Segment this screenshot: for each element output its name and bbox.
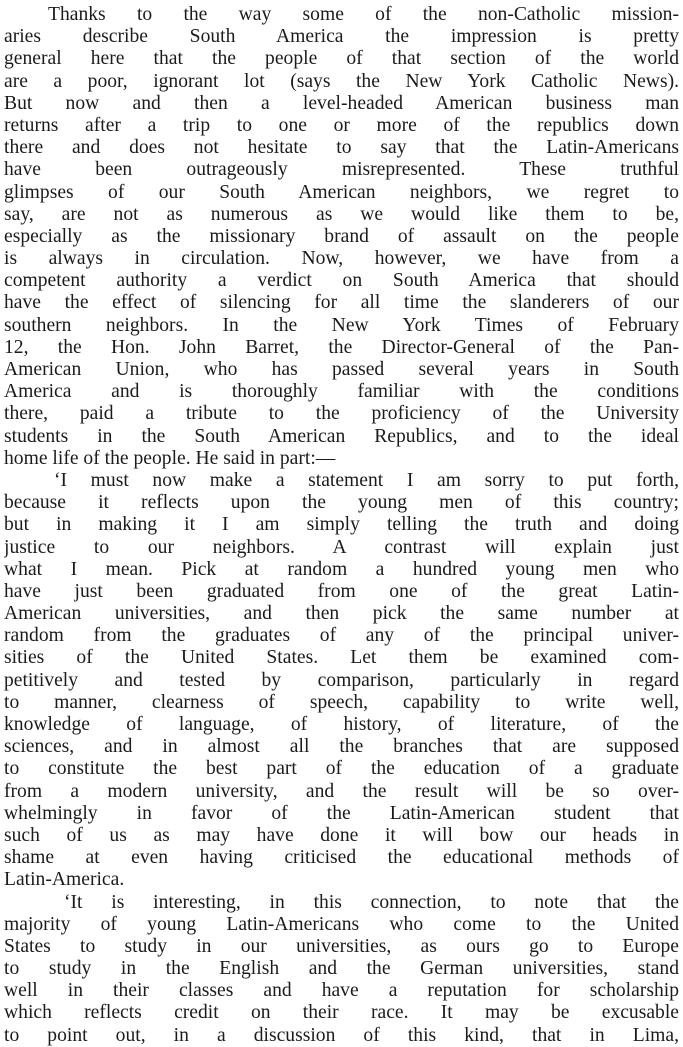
text-line: but in making it I am simply telling the truth and doing xyxy=(4,514,679,536)
text-line: petitively and tested by comparison, particularly in regard xyxy=(4,669,679,691)
text-line: there and does not hesitate to say that the Latin-Americans xyxy=(4,137,679,159)
text-line: sciences, and in almost all the branches that are supposed xyxy=(4,736,679,758)
text-line: justice to our neighbors. A contrast will explain just xyxy=(4,536,679,558)
newspaper-article xyxy=(4,4,679,1047)
text-line: there, paid a tribute to the proficiency of the University xyxy=(4,403,679,425)
text-line: returns after a trip to one or more of the republics down xyxy=(4,114,679,136)
text-line: But now and then a level-headed American business man xyxy=(4,92,679,114)
paragraph-intro xyxy=(4,4,679,470)
text-line: ‘I must now make a statement I am sorry to put forth, xyxy=(54,469,679,491)
text-line: well in their classes and have a reputation for scholarship xyxy=(4,980,679,1002)
text-line: southern neighbors. In the New York Times of February xyxy=(4,314,679,336)
text-line: from a modern university, and the result will be so over- xyxy=(4,780,679,802)
text-line: such of us as may have done it will bow our heads in xyxy=(4,824,679,846)
text-line: is always in circulation. Now, however, we have from a xyxy=(4,248,679,270)
text-line: are a poor, ignorant lot (says the New York Catholic News). xyxy=(4,70,679,92)
text-line: ‘It is interesting, in this connection, to note that the xyxy=(64,891,679,913)
text-line: Thanks to the way some of the non-Catholic mission- xyxy=(48,4,679,25)
text-line: to manner, clearness of speech, capability to write well, xyxy=(4,691,679,713)
text-line: have been outrageously misrepresented. These truthful xyxy=(4,159,679,181)
text-line: have the effect of silencing for all time the slanderers of our xyxy=(4,292,679,314)
text-line: glimpses of our South American neighbors, we regret to xyxy=(4,181,679,203)
text-line: America and is thoroughly familiar with the conditions xyxy=(4,381,679,403)
text-line: shame at even having criticised the educational methods of xyxy=(4,847,679,869)
text-line: aries describe South America the impression is pretty xyxy=(4,26,679,48)
text-line: sities of the United States. Let them be examined com- xyxy=(4,647,679,669)
text-line: say, are not as numerous as we would like them to be, xyxy=(4,203,679,225)
paragraph-quote-1 xyxy=(4,470,679,892)
text-line: students in the South American Republics, and to the ideal xyxy=(4,425,679,447)
text-line: random from the graduates of any of the principal univer- xyxy=(4,625,679,647)
text-line: home life of the people. He said in part:— xyxy=(4,447,336,469)
text-line: Latin-America. xyxy=(4,869,125,891)
text-line: American Union, who has passed several years in South xyxy=(4,359,679,380)
text-line: because it reflects upon the young men of this country; xyxy=(4,492,679,514)
text-line: knowledge of language, of history, of literature, of the xyxy=(4,714,679,735)
text-line: what I mean. Pick at random a hundred young men who xyxy=(4,558,679,580)
text-line: majority of young Latin-Americans who come to the United xyxy=(4,913,679,935)
text-line: American universities, and then pick the same number at xyxy=(4,603,679,625)
text-line: 12, the Hon. John Barret, the Director-General of the Pan- xyxy=(4,336,679,358)
text-line: competent authority a verdict on South America that should xyxy=(4,270,679,292)
text-line: general here that the people of that section of the world xyxy=(4,48,679,70)
text-line: have just been graduated from one of the great Latin- xyxy=(4,580,679,602)
text-line: whelmingly in favor of the Latin-American student that xyxy=(4,802,679,824)
text-line: which reflects credit on their race. It may be excusable xyxy=(4,1002,679,1024)
text-line: States to study in our universities, as ours go to Europe xyxy=(4,935,679,957)
text-line: to study in the English and the German universities, stand xyxy=(4,958,679,980)
text-line: to constitute the best part of the education of a graduate xyxy=(4,758,679,780)
text-line: especially as the missionary brand of assault on the people xyxy=(4,225,679,247)
paragraph-quote-2 xyxy=(4,892,679,1047)
text-line: to point out, in a discussion of this kind, that in Lima, xyxy=(4,1024,679,1046)
